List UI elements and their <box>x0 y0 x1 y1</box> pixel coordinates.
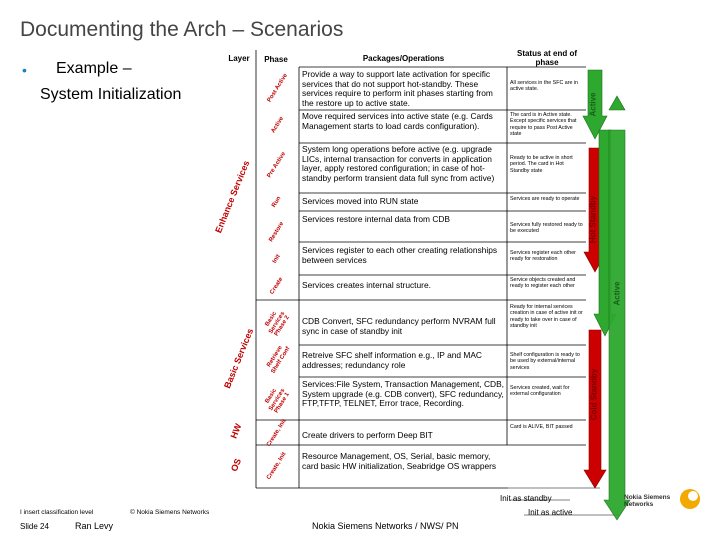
phase-hw-create-init: Create, Init <box>266 418 288 448</box>
footer-classification: I insert classification level <box>20 509 94 516</box>
footer-author: Ran Levy <box>75 521 114 531</box>
operation-os: Resource Management, OS, Serial, basic memory, card basic HW initialization, Seabridge OS wrappers <box>302 452 497 471</box>
phase-create: Create <box>269 276 285 296</box>
operation-create: Services creates internal structure. <box>302 281 431 290</box>
status-hw: Card is ALIVE, BIT passed <box>510 424 573 430</box>
phase-post-active: Post Active <box>266 72 289 104</box>
layer-os: OS <box>228 457 244 473</box>
status-basic-services-2: Ready for internal services creation in case of active init or ready to take over in case of standby init <box>510 304 583 329</box>
phase-pre-active: Pre Active <box>266 151 288 180</box>
operation-basic-services-2: CDB Convert, SFC redundancy perform NVRAM full sync in case of standby init <box>302 317 496 336</box>
status-create: Service objects created and ready to register each other <box>510 277 576 290</box>
operation-restore: Services restore internal data from CDB <box>302 215 451 224</box>
arrow-label-cold-standby: Cold Standby <box>589 368 599 421</box>
header-layer: Layer <box>228 54 250 63</box>
bullet-icon: • <box>22 62 27 78</box>
phase-restore: Restore <box>268 221 286 244</box>
operation-init: Services register to each other creating relationships between services <box>302 246 498 265</box>
footer-slide-number: Slide 24 <box>20 522 49 531</box>
layer-enhance-services: Enhance Services <box>213 159 252 235</box>
phase-retrieve-shelf-conf: Retrieve Shelf Conf <box>266 345 292 375</box>
slide-title: Documenting the Arch – Scenarios <box>20 18 344 41</box>
phase-init: Init <box>271 253 282 265</box>
status-init: Services register each other ready for restoration <box>510 250 576 263</box>
operation-post-active: Provide a way to support late activation for specific services that do not support hot-standby. These services require to perform init phases starting from the restore up to active state. <box>302 70 493 108</box>
phase-active: Active <box>270 115 286 135</box>
phase-os-create-init: Create, Init <box>266 451 288 481</box>
operation-pre-active: System long operations before active (e.g. upgrade LICs, internal transaction for converts in application layer, apply restored configuration; in case of hot-standby perform transient data full sync from active) <box>302 145 495 183</box>
operation-basic-services-1: Services:File System, Transaction Management, CDB, System upgrade (e.g. CDB convert), SFC redundancy, FTP,TFTP, TELNET, Error trace, Recording. <box>302 380 505 409</box>
header-phase: Phase <box>264 55 288 64</box>
arrow-label-active-middle: Active <box>612 281 622 306</box>
logo-text: Nokia Siemens Networks <box>624 494 671 508</box>
header-packages: Packages/Operations <box>362 54 445 63</box>
arrow-label-hot-standby: Hot Standby <box>588 195 598 244</box>
header-status: Status at end of phase <box>516 49 577 67</box>
phase-run: Run <box>271 195 283 209</box>
operation-retrieve-shelf-conf: Retreive SFC shelf information e.g., IP and MAC addresses; redundancy role <box>302 351 482 370</box>
init-as-standby-label: Init as standby <box>500 494 552 503</box>
layer-hw: HW <box>228 422 244 440</box>
status-pre-active: Ready to be active in short period. The card in Hot Standby state <box>510 155 573 174</box>
phase-basic-services-2: Basic Services Phase 2 <box>264 310 291 338</box>
arrow-label-active-top: Active <box>588 92 598 117</box>
init-as-active-label: Init as active <box>528 508 573 517</box>
example-label: Example – <box>56 60 132 77</box>
operation-run: Services moved into RUN state <box>302 197 419 206</box>
operation-hw: Create drivers to perform Deep BIT <box>302 431 433 440</box>
layer-basic-services: Basic Services <box>222 327 256 390</box>
footer-copyright: © Nokia Siemens Networks <box>130 509 210 516</box>
status-restore: Services fully restored ready to be executed <box>510 222 583 235</box>
operation-active: Move required services into active state (e.g. Cards Management starts to load cards configuration). <box>302 112 493 131</box>
subtitle: System Initialization <box>40 86 182 103</box>
footer-organization: Nokia Siemens Networks / NWS/ PN <box>312 521 459 531</box>
status-active: The card is in Active state. Except specific services that require to pass Post Active state <box>510 112 577 137</box>
status-retrieve-shelf-conf: Shelf configuration is ready to be used by external/internal services <box>510 352 580 371</box>
status-post-active: All services in the SFC are in active state. <box>510 80 579 93</box>
status-basic-services-1: Services created, wait for external configuration <box>510 385 570 398</box>
phase-basic-services-1: Basic Services Phase 1 <box>264 387 291 415</box>
status-run: Services are ready to operate <box>510 196 580 202</box>
